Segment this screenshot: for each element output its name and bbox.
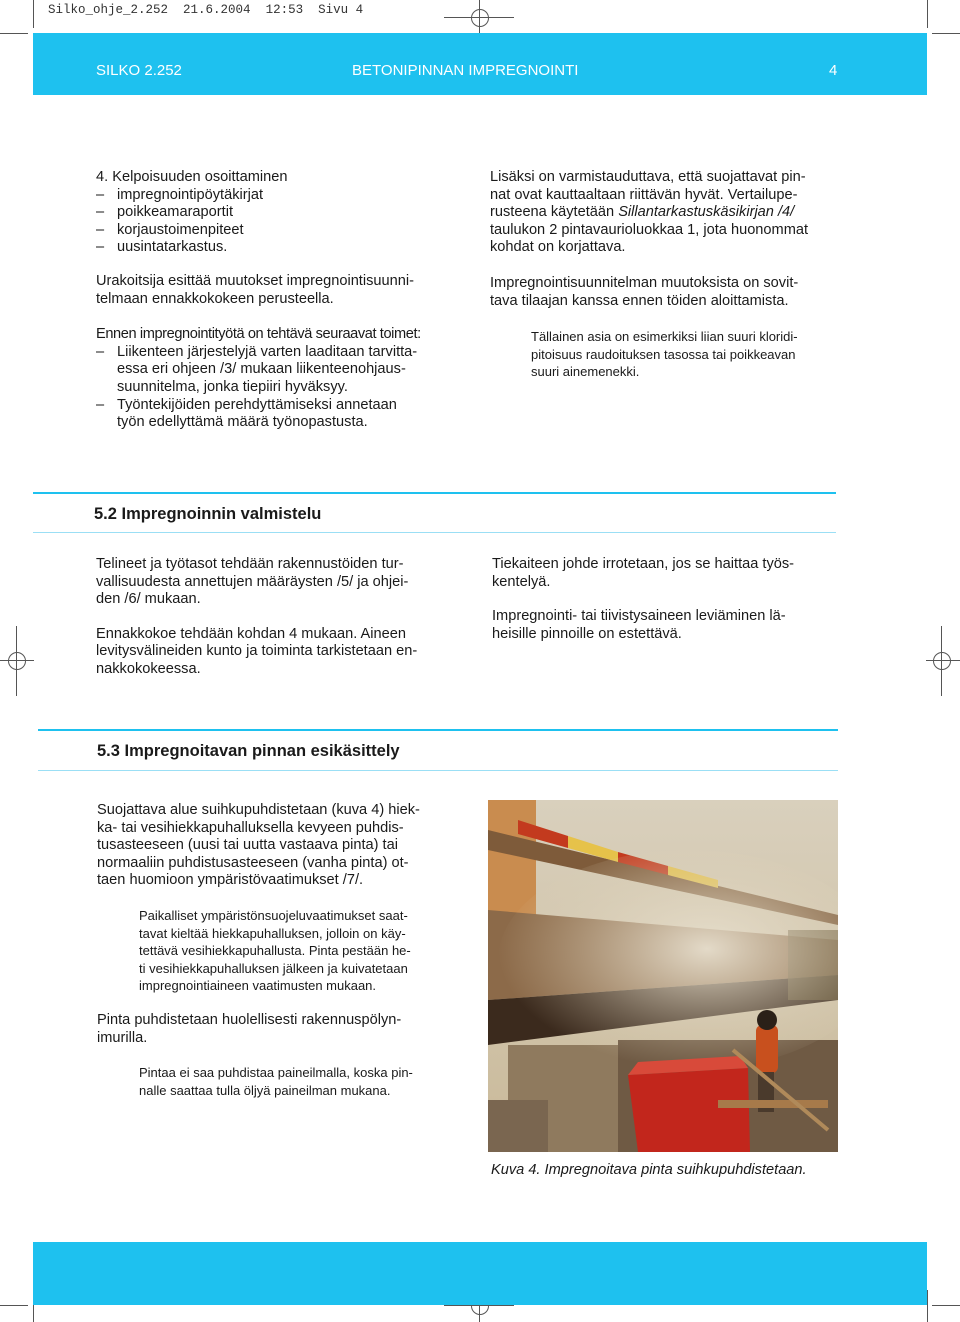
paragraph: [96, 626, 446, 679]
section-divider: [38, 729, 838, 731]
text-line: Impregnointi- tai tiivistysaineen leviäminen lä-: [492, 608, 786, 625]
text-line: Pintaa ei saa puhdistaa paineilmalla, koska pin-: [139, 1065, 413, 1081]
slug-time: 12:53: [265, 3, 304, 17]
note-paragraph: [139, 1064, 449, 1099]
text-line: Tiekaiteen johde irrotetaan, jos se haittaa työs-: [492, 556, 795, 572]
text-line: Pinta puhdistetaan huolellisesti rakennuspölyn-: [97, 1011, 402, 1028]
text-line: Paikalliset ympäristönsuojeluvaatimukset saat-: [139, 907, 408, 923]
text-line: ti vesihiekkapuhalluksen jälkeen ja kuivatetaan: [139, 960, 408, 976]
text-line: den /6/ mukaan.: [96, 591, 201, 608]
crop-mark: [0, 33, 28, 34]
paragraph: [490, 275, 840, 310]
paragraph: [492, 608, 842, 643]
header-title: BETONIPINNAN IMPREGNOINTI: [352, 62, 579, 79]
crop-mark: [927, 0, 928, 28]
list-item: – impregnointipöytäkirjat: [96, 187, 446, 205]
crop-mark: [0, 1305, 28, 1306]
section-heading: 5.3 Impregnoitavan pinnan esikäsittely: [97, 742, 400, 760]
registration-mark-icon: [933, 652, 951, 670]
top-left-column: [96, 169, 446, 432]
text-line: – Liikenteen järjestelyjä varten laaditaan tarvitta-: [117, 343, 418, 360]
text-line: Telineet ja työtasot tehdään rakennustöiden tur-: [96, 556, 404, 572]
top-right-column: [490, 169, 840, 381]
text-line: impregnointiaineen vaatimusten mukaan.: [139, 978, 377, 994]
text-line: ka- tai vesihiekkapuhalluksella kevyeen puhdis-: [97, 819, 404, 836]
section-heading: 5.2 Impregnoinnin valmistelu: [94, 505, 322, 523]
reference-title: Sillantarkastuskäsikirjan /4/: [618, 204, 795, 221]
section-52-right-column: [492, 556, 842, 643]
text-line: tettävä vesihiekkapuhallusta. Pinta pestään he-: [139, 943, 411, 959]
footer-banner: [33, 1242, 927, 1305]
text-line: levitysvälineiden kunto ja toiminta tarkistetaan en-: [96, 643, 418, 660]
text-line: tusasteeseen (uusi tai uutta vastaava pinta) tai: [97, 837, 398, 854]
text-line: pitoisuus raudoituksen tasossa tai poikkeavan: [531, 346, 796, 362]
text-line: työn edellyttämä määrä työnopastusta.: [117, 414, 368, 431]
text-line: taen huomioon ympäristövaatimukset /7/.: [97, 872, 364, 889]
list-title: 4. Kelpoisuuden osoittaminen: [96, 169, 288, 185]
paragraph: [490, 169, 840, 257]
text-line: kohdat on korjattava.: [490, 239, 626, 256]
section-divider: [33, 492, 836, 494]
crop-mark: [932, 1305, 960, 1306]
text-line: Urakoitsija esittää muutokset impregnointisuunni-: [96, 272, 414, 289]
header-banner: [33, 33, 927, 95]
text-line: normaaliin puhdistusasteeseen (vanha pinta) ot-: [97, 854, 409, 871]
crop-mark: [33, 0, 34, 28]
text-line: tava tilaajan kanssa ennen töiden aloittamista.: [490, 292, 789, 309]
text-line: nalle saattaa tulla öljyä paineilman mukana.: [139, 1082, 391, 1098]
text-line: – Työntekijöiden perehdyttämiseksi annetaan: [117, 396, 397, 413]
text-line: Suojattava alue suihkupuhdistetaan (kuva 4) hiek-: [97, 802, 420, 818]
text-line: Tällainen asia on esimerkiksi liian suuri kloridi-: [531, 329, 798, 345]
text-line: [490, 204, 840, 222]
paragraph: [492, 556, 842, 591]
section-52-left-column: [96, 556, 446, 679]
paragraph: [96, 326, 446, 432]
text-line: telmaan ennakkokokeen perusteella.: [96, 290, 334, 307]
list-item: [96, 397, 446, 432]
paragraph: [97, 1012, 449, 1047]
slug-file: Silko_ohje_2.252: [48, 3, 169, 17]
photo-illustration: [488, 800, 838, 1152]
registration-mark-icon: [8, 652, 26, 670]
crop-mark: [932, 33, 960, 34]
text-line: nakkokokeessa.: [96, 660, 201, 677]
section-underline: [38, 770, 838, 771]
list-item: [96, 344, 446, 397]
section-underline: [33, 532, 836, 533]
text-line: tavat kieltää hiekkapuhalluksen, jolloin on käy-: [139, 925, 406, 941]
list-item: – korjaustoimenpiteet: [96, 222, 446, 240]
text-line: suunnitelma, jonka tiepiiri hyväksyy.: [117, 378, 348, 395]
paragraph: [96, 273, 446, 308]
slug-date: 21.6.2004: [183, 3, 251, 17]
text-line: imurilla.: [97, 1029, 148, 1046]
text-span: rusteena käytetään: [490, 204, 619, 221]
text-line: nat ovat kauttaaltaan riittävän hyvät. Vertailupe-: [490, 186, 798, 203]
note-paragraph: [531, 328, 840, 381]
print-slug: [48, 3, 363, 17]
paragraph: [97, 802, 449, 890]
header-doc-code: SILKO 2.252: [96, 62, 182, 79]
registration-mark-icon: [471, 9, 489, 27]
crop-mark: [927, 1290, 928, 1322]
text-line: heisille pinnoille on estettävä.: [492, 625, 682, 642]
text-line: kentelyä.: [492, 573, 551, 590]
text-line: Ennakkokoe tehdään kohdan 4 mukaan. Aineen: [96, 625, 406, 642]
text-line: Ennen impregnointityötä on tehtävä seuraavat toimet:: [96, 326, 421, 343]
text-line: taulukon 2 pintavaurioluokkaa 1, jota huonommat: [490, 221, 809, 238]
header-page-number: 4: [829, 62, 838, 79]
paragraph: [96, 556, 446, 609]
text-line: suuri ainemenekki.: [531, 364, 640, 380]
list-item: – poikkeamaraportit: [96, 204, 446, 222]
text-line: vallisuudesta annettujen määräysten /5/ ja ohjei-: [96, 573, 409, 590]
photo-sandblasting-bridge: [488, 800, 838, 1152]
text-line: Lisäksi on varmistauduttava, että suojattavat pin-: [490, 169, 806, 185]
section-53-text-column: [97, 802, 449, 1099]
list-item: – uusintatarkastus.: [96, 239, 446, 257]
slug-page: Sivu 4: [318, 3, 364, 17]
text-line: essa eri ohjeen /3/ mukaan liikenteenohjaus-: [117, 361, 406, 378]
note-paragraph: [139, 907, 449, 995]
text-line: Impregnointisuunnitelman muutoksista on sovit-: [490, 274, 799, 291]
figure-caption: Kuva 4. Impregnoitava pinta suihkupuhdistetaan.: [491, 1162, 807, 1178]
